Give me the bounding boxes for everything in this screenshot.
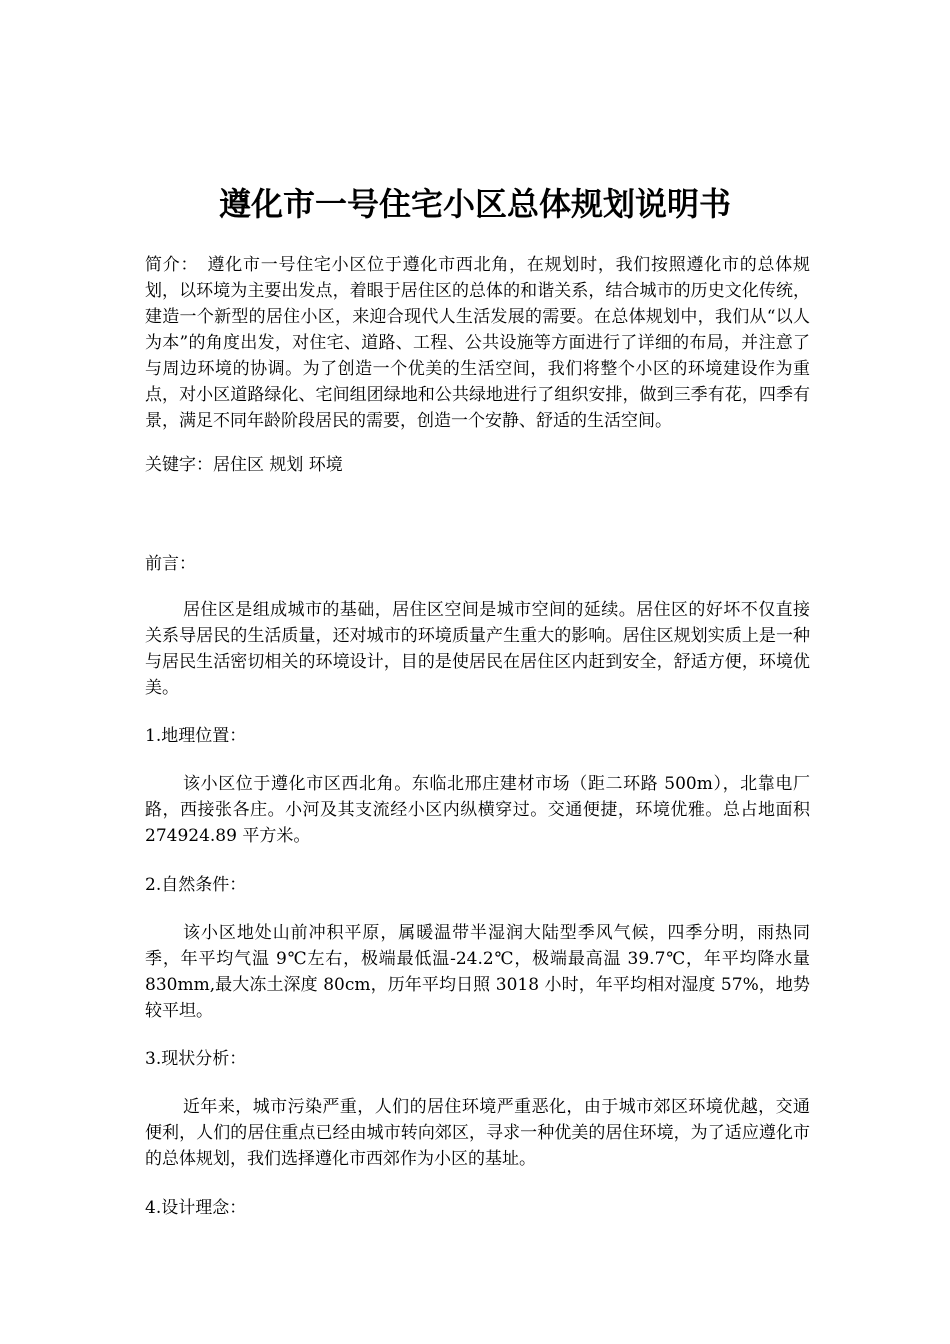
preface-paragraph: 居住区是组成城市的基础，居住区空间是城市空间的延续。居住区的好坏不仅直接关系导居民的生活质量，还对城市的环境质量产生重大的影响。居住区规划实质上是一种与居民生活密切相关的环境设计，目的是使居民在居住区内赶到安全，舒适方便，环境优美。 — [145, 600, 810, 698]
section-paragraph-status-analysis: 近年来，城市污染严重，人们的居住环境严重恶化，由于城市郊区环境优越，交通便利，人们的居住重点已经由城市转向郊区，寻求一种优美的居住环境，为了适应遵化市的总体规划，我们选择遵化市西郊作为小区的基址。 — [145, 1097, 810, 1169]
section-paragraph-location: 该小区位于遵化市区西北角。东临北邢庄建材市场（距二环路 500m），北靠电厂路，西接张各庄。小河及其支流经小区内纵横穿过。交通便捷，环境优雅。总占地面积 274924.89 平方米。 — [145, 774, 810, 846]
section-heading-status-analysis: 3.现状分析： — [145, 1049, 247, 1069]
section-paragraph-natural-conditions: 该小区地处山前冲积平原，属暖温带半湿润大陆型季风气候，四季分明，雨热同季，年平均气温 9℃左右，极端最低温-24.2℃，极端最高温 39.7℃，年平均降水量 830mm,最大冻土深度 80cm，历年平均日照 3018 小时，年平均相对湿度 57%，地势较平坦。 — [145, 923, 810, 1021]
section-heading-location: 1.地理位置： — [145, 726, 247, 746]
abstract-paragraph: 简介： 遵化市一号住宅小区位于遵化市西北角，在规划时，我们按照遵化市的总体规划，以环境为主要出发点，着眼于居住区的总体的和谐关系，结合城市的历史文化传统，建造一个新型的居住小区，来迎合现代人生活发展的需要。在总体规划中，我们从“以人为本”的角度出发，对住宅、道路、工程、公共设施等方面进行了详细的布局，并注意了与周边环境的协调。为了创造一个优美的生活空间，我们将整个小区的环境建设作为重点，对小区道路绿化、宅间组团绿地和公共绿地进行了组织安排，做到三季有花，四季有景，满足不同年龄阶段居民的需要，创造一个安静、舒适的生活空间。 — [145, 255, 810, 431]
document-title: 遵化市一号住宅小区总体规划说明书 — [218, 185, 731, 223]
keywords-line: 关键字：居住区 规划 环境 — [145, 455, 343, 475]
preface-heading: 前言： — [145, 554, 196, 574]
section-heading-design-concept: 4.设计理念： — [145, 1198, 247, 1218]
section-heading-natural-conditions: 2.自然条件： — [145, 875, 247, 895]
